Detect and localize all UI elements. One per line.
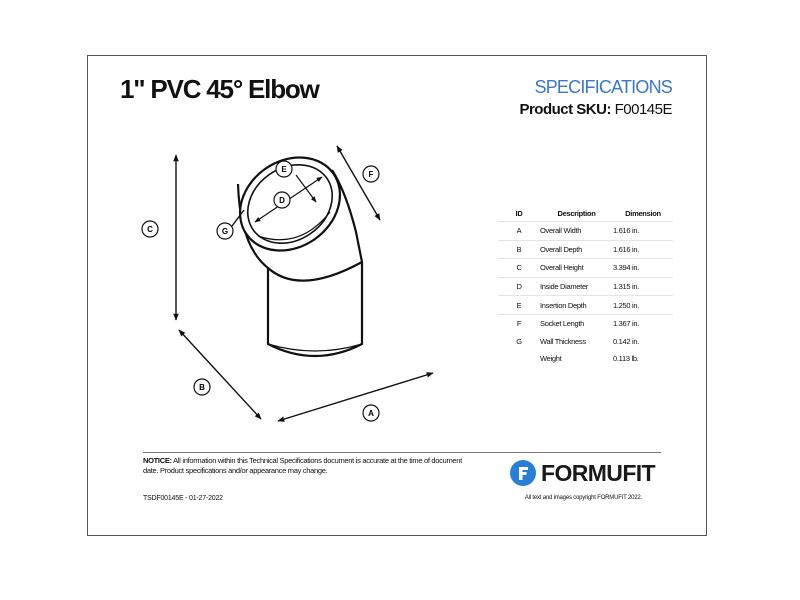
callout-g — [217, 223, 233, 239]
row-dimension: 3.394 in. — [613, 259, 673, 278]
table-row — [498, 277, 673, 296]
dimensions-table — [498, 206, 673, 368]
brand-name: FORMUFIT — [541, 459, 656, 486]
row-id: D — [498, 277, 540, 296]
callout-g-label: G — [221, 227, 229, 236]
row-id: E — [498, 296, 540, 315]
formufit-logo-icon — [510, 460, 536, 486]
row-dimension: 1.616 in. — [613, 240, 673, 259]
callout-e — [276, 161, 292, 177]
row-id: G — [516, 336, 522, 346]
notice-text — [143, 456, 463, 476]
table-row — [498, 350, 673, 368]
row-description: Overall Height — [540, 259, 613, 278]
sku-value: F00145E — [614, 101, 672, 118]
sku-label: Product SKU: — [519, 101, 611, 118]
row-id: A — [498, 222, 540, 241]
row-description: Weight — [540, 354, 562, 364]
row-description: Inside Diameter — [540, 277, 613, 296]
row-id: C — [498, 259, 540, 278]
callout-b-label: B — [199, 383, 205, 392]
row-description: Socket Length — [540, 314, 613, 332]
formufit-logo — [510, 459, 655, 487]
document-id: TSDF00145E - 01-27-2022 — [143, 495, 223, 502]
row-description: Overall Depth — [540, 240, 613, 259]
callout-f — [363, 166, 379, 182]
callout-e-label: E — [281, 165, 287, 174]
row-description: Overall Width — [540, 222, 613, 241]
product-title: 1" PVC 45° Elbow — [120, 74, 319, 104]
row-description: Wall Thickness — [540, 336, 586, 346]
callout-f-label: F — [368, 170, 374, 179]
table-row — [498, 259, 673, 278]
row-dimension: 1.367 in. — [613, 314, 673, 332]
callout-c-label: C — [147, 225, 153, 234]
callout-c — [142, 221, 158, 237]
specifications-heading: SPECIFICATIONS — [534, 77, 672, 97]
table-header-row — [498, 206, 673, 222]
row-dimension: 1.250 in. — [613, 296, 673, 315]
row-description: Insertion Depth — [540, 296, 613, 315]
row-dimension: 0.142 in. — [613, 336, 640, 346]
row-dimension: 0.113 lb. — [613, 354, 639, 364]
notice-label: NOTICE: — [143, 456, 172, 465]
callout-b — [194, 379, 210, 395]
table-row — [498, 333, 673, 351]
footer-divider — [143, 452, 661, 453]
table-row — [498, 296, 673, 315]
header-id: ID — [515, 209, 523, 218]
table-row — [498, 222, 673, 241]
callout-d-label: D — [279, 196, 285, 205]
callout-d — [274, 192, 290, 208]
dimension-line-a — [278, 373, 433, 421]
table-row — [498, 314, 673, 332]
row-id: B — [498, 240, 540, 259]
row-id: F — [498, 314, 540, 332]
copyright-text: All text and images copyright FORMUFIT 2022. — [524, 495, 642, 501]
notice-body: All information within this Technical Specifications document is accurate at the time of document date. Product specifications and/or appearance may change. — [143, 456, 462, 475]
header-dimension: Dimension — [625, 209, 661, 218]
callout-a-label: A — [368, 409, 374, 418]
callout-a — [363, 405, 379, 421]
row-dimension: 1.616 in. — [613, 222, 673, 241]
row-id — [498, 350, 540, 368]
row-dimension: 1.315 in. — [613, 277, 673, 296]
dimension-line-b — [179, 330, 261, 419]
header-description: Description — [557, 209, 596, 218]
table-row — [498, 240, 673, 259]
